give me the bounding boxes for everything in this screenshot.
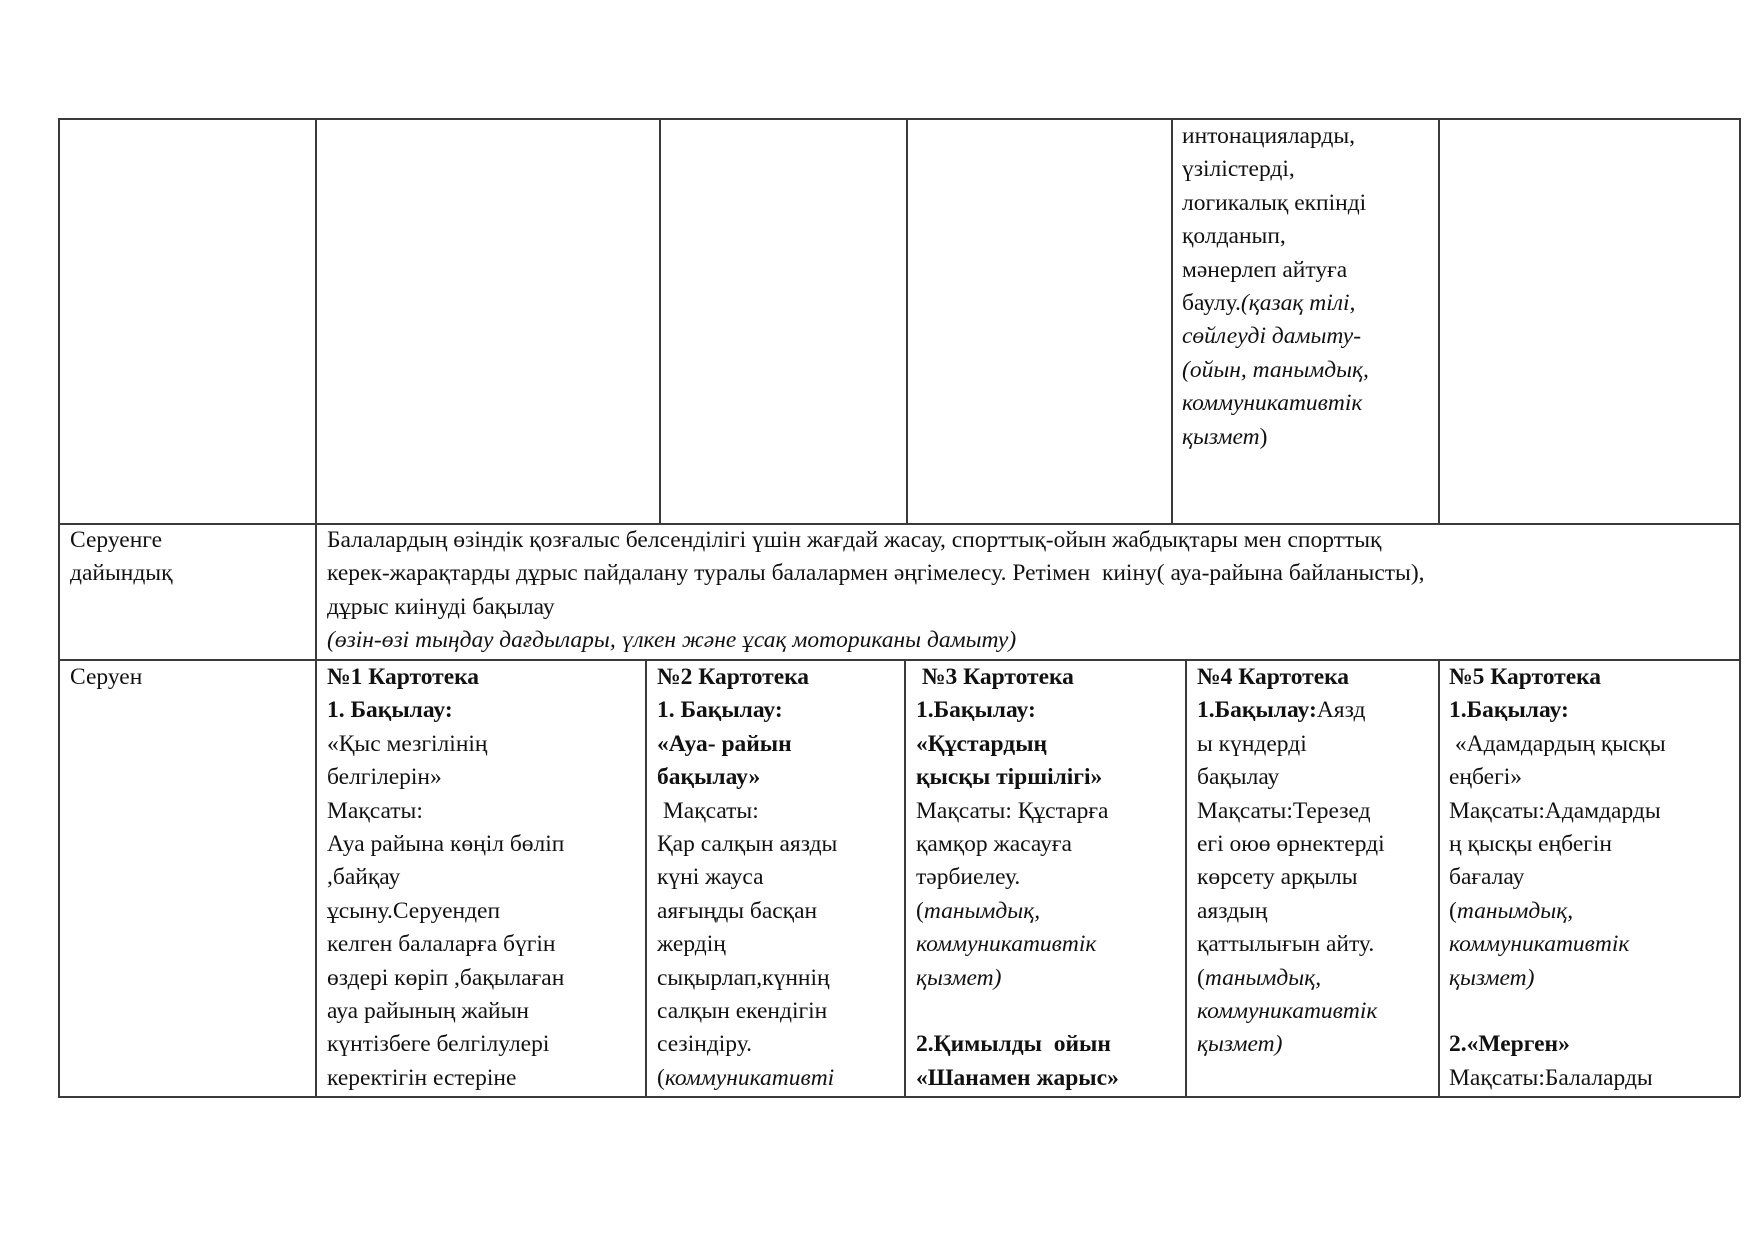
row3-card-5	[1449, 661, 1737, 1095]
row1-col5-plain: интонацияларды, үзілістерді, логикалық екпінді қолданып, мәнерлеп айтуға баулу.	[1182, 123, 1367, 317]
row3-card-2	[657, 661, 902, 1095]
row3-label: Серуен	[70, 664, 143, 690]
row3-divider-d	[1438, 659, 1440, 1097]
card5-heading: №5 Картотека 1.Бақылау:	[1449, 664, 1602, 724]
row1-divider-c	[1171, 118, 1173, 523]
table-border-bottom	[58, 1096, 1740, 1098]
row1-col5-italic: (қазақ тілі, сөйлеуді дамыту- (ойын, танымдық, коммуникативтік қызмет	[1182, 290, 1369, 450]
row1-col5-close: )	[1259, 423, 1268, 450]
row2-italic: (өзін-өзі тыңдау дағдылары, үлкен және ұсақ моториканы дамыту)	[327, 627, 1017, 654]
card3-heading: №3 Картотека 1.Бақылау: «Құстардың қысқы тіршілігі»	[916, 664, 1103, 791]
row3-card-4	[1197, 661, 1437, 1062]
card4-body: Аязд ы күндерді бақылау Мақсаты:Терезед егі оюө өрнектерді көрсету арқылы аяздың қаттылығын айту. (	[1197, 697, 1385, 991]
card2-body: Мақсаты: Қар салқын аязды күні жауса аяғыңды басқан жердің сықырлап,күннің салқын екендігін сезіндіру. (	[657, 797, 838, 1091]
card4-heading: №4 Картотека 1.Бақылау:	[1197, 664, 1350, 724]
card2-heading: №2 Картотека 1. Бақылау: «Ауа- райын бақылау»	[657, 664, 810, 791]
row1-divider-d	[1438, 118, 1440, 523]
row1-col5-text	[1182, 120, 1432, 454]
card5-italic: танымдық, коммуникативтік қызмет)	[1449, 897, 1630, 991]
card2-italic: коммуникативті	[664, 1064, 835, 1091]
card4-italic: танымдық, коммуникативтік қызмет)	[1197, 964, 1378, 1058]
row2-label: Серуенге дайындық	[70, 527, 173, 587]
row2-content	[327, 524, 1732, 658]
row1-divider-b	[906, 118, 908, 523]
row3-divider-a	[645, 659, 647, 1097]
card3-game: 2.Қимылды ойын «Шанамен жарыс»	[916, 1031, 1119, 1091]
card5-body2: Мақсаты:Балаларды	[1449, 1064, 1653, 1091]
table-border-left	[58, 118, 60, 1097]
row3-card-1	[327, 661, 642, 1095]
card3-italic: танымдық, коммуникативтік қызмет)	[916, 897, 1097, 991]
card1-heading: №1 Картотека 1. Бақылау:	[327, 664, 480, 724]
card5-game: 2.«Мерген»	[1449, 1031, 1570, 1058]
card1-body: «Қыс мезгілінің белгілерін» Мақсаты: Ауа райына көңіл бөліп ,байқау ұсыну.Серуендеп келген балаларға бүгін өздері көріп ,бақылаған ауа райының жайын күнтізбеге белгілулері керектігін естеріне	[327, 730, 565, 1091]
table-border-right	[1739, 118, 1741, 1097]
row3-divider-c	[1185, 659, 1187, 1097]
row3-divider-b	[904, 659, 906, 1097]
row1-divider-a	[659, 118, 661, 523]
row2-plain: Балалардың өзіндік қозғалыс белсенділігі үшін жағдай жасау, спорттық-ойын жабдықтары мен спорттық керек-жарақтарды дұрыс пайдалану туралы балалармен әңгімелесу. Ретімен киіну( ауа-райына байланысты), дұрыс киінуді бақылау	[327, 527, 1425, 620]
table-border-top	[58, 118, 1740, 120]
card3-body: Мақсаты: Құстарға қамқор жасауға тәрбиелеу. (	[916, 797, 1109, 924]
card5-body: «Адамдардың қысқы еңбегі» Мақсаты:Адамдарды ң қысқы еңбегін бағалау (	[1449, 730, 1666, 924]
row3-card-3	[916, 661, 1184, 1095]
table-border-col1	[315, 118, 317, 1097]
